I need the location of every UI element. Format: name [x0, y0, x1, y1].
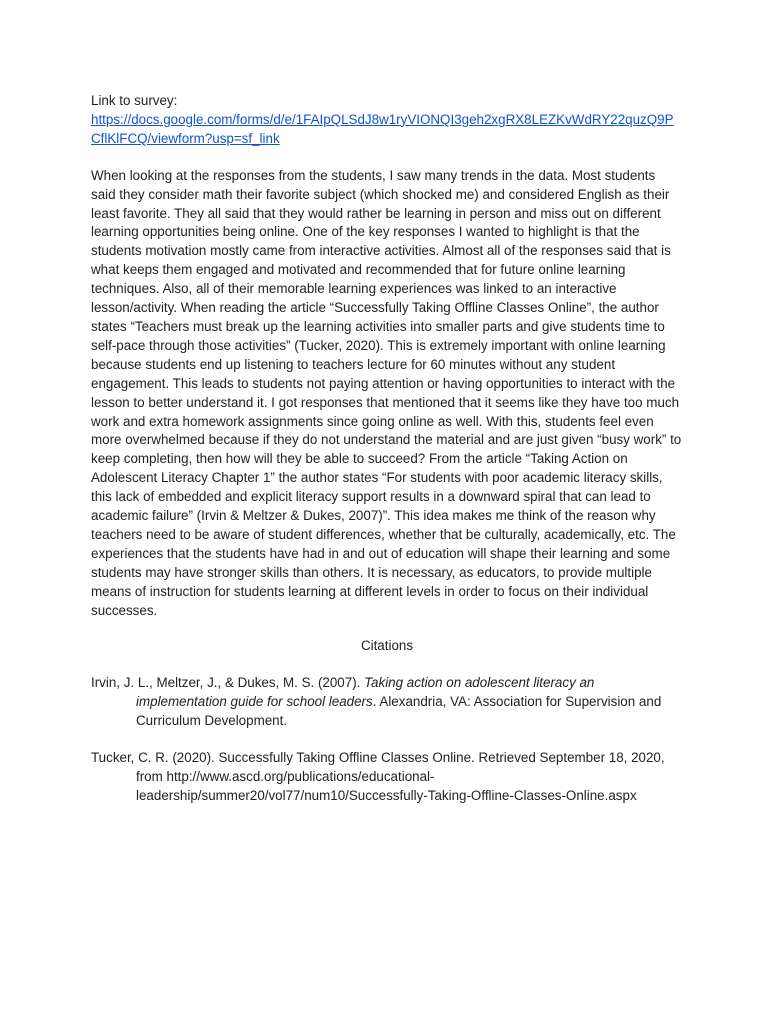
citation-irvin-title: Taking action on adolescent literacy an implementation guide for school leaders — [136, 675, 595, 710]
citation-tucker: Tucker, C. R. (2020). Successfully Taking Offline Classes Online. Retrieved September 18, 2020, from http://www.ascd.org/publications/educational-leadership/summer20/vol77/num10/Successfully-Taking-Offline-Classes-Online.aspx — [91, 750, 665, 803]
document-content — [91, 92, 683, 806]
citation-irvin-publisher: . Alexandria, VA: Association for Supervision and Curriculum Development. — [136, 694, 662, 729]
body-paragraph: When looking at the responses from the students, I saw many trends in the data. Most students said they consider math their favorite subject (which shocked me) and considered English as their least favorite. They all said that they would rather be learning in person and miss out on different learning opportunities being online. One of the key responses I wanted to highlight is that the students motivation mostly came from interactive activities. Almost all of the responses said that is what keeps them engaged and motivated and recommended that for future online learning techniques. Also, all of their memorable learning experiences was linked to an interactive lesson/activity. When reading the article “Successfully Taking Offline Classes Online”, the author states “Teachers must break up the learning activities into smaller parts and give students time to self-pace through those activities” (Tucker, 2020). This is extremely important with online learning because students end up listening to teachers lecture for 60 minutes without any student engagement. This leads to students not paying attention or having opportunities to interact with the lesson to better understand it. I got responses that mentioned that it seems like they have too much work and extra homework assignments since going online as well. With this, students feel even more overwhelmed because if they do not understand the material and are just given “busy work” to keep completing, then how will they be able to succeed? From the article “Taking Action on Adolescent Literacy Chapter 1” the author states “For students with poor academic literacy skills, this lack of embedded and explicit literacy support results in a downward spiral that can lead to academic failure” (Irvin & Meltzer & Dukes, 2007)”. This idea makes me think of the reason why teachers need to be aware of student differences, whether that be culturally, academically, etc. The experiences that the students have had in and out of education will shape their learning and some students may have stronger skills than others. It is necessary, as educators, to provide multiple means of instruction for students learning at different levels in order to focus on their individual successes. — [91, 167, 682, 618]
citation-irvin — [91, 674, 683, 731]
citations-heading: Citations — [360, 638, 414, 654]
survey-link[interactable]: https://docs.google.com/forms/d/e/1FAIpQLSdJ8w1ryVIONQI3geh2xgRX8LEZKvWdRY22quzQ9PCflKlFCQ/viewform?usp=sf_link — [91, 111, 674, 146]
citation-irvin-authors: Irvin, J. L., Meltzer, J., & Dukes, M. S. (2007). — [91, 675, 365, 691]
survey-label: Link to survey: — [91, 93, 178, 108]
